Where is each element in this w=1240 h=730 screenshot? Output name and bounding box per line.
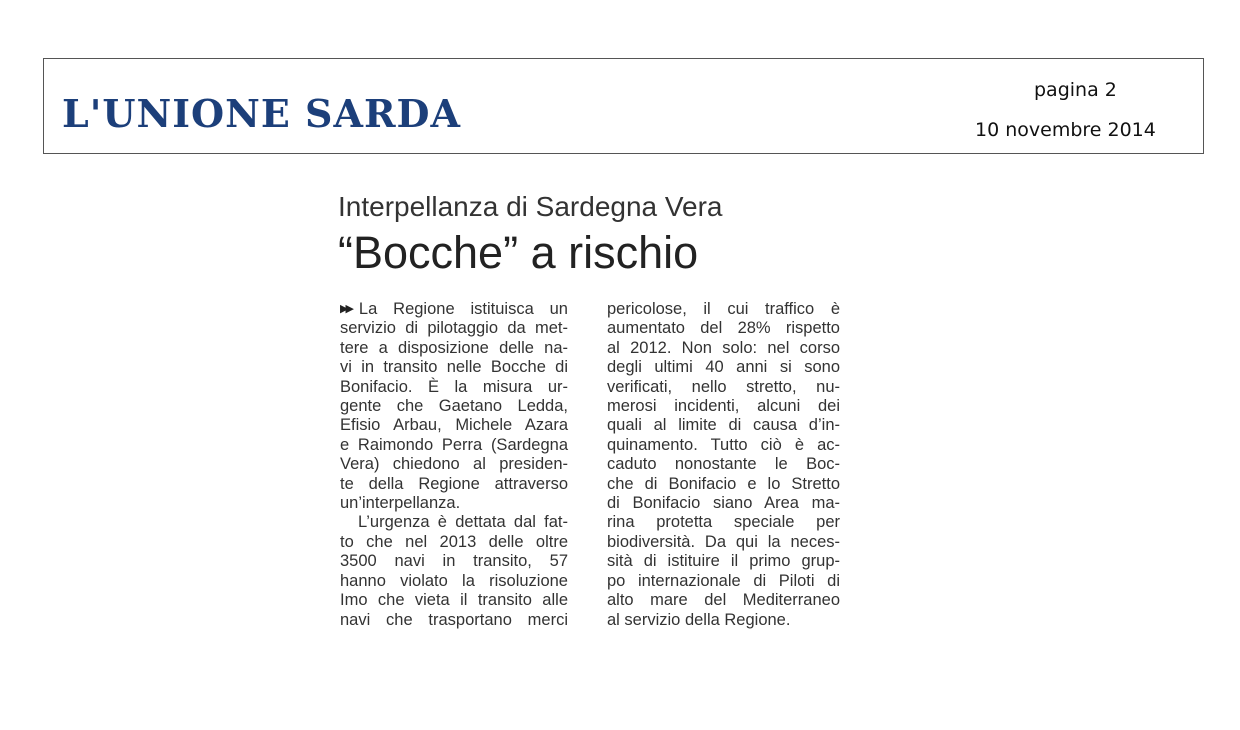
text-line: caduto nonostante le Boc- — [607, 455, 840, 474]
text-line: al servizio della Regione. — [607, 610, 791, 629]
masthead-logo: L'UNIONE SARDA — [62, 91, 461, 136]
text-line: 3500 navi in transito, 57 — [340, 552, 568, 571]
text-line: pericolose, il cui traffico è — [607, 300, 840, 318]
text-line: sità di istituire il primo grup- — [607, 552, 840, 571]
text-line: to che nel 2013 delle oltre — [340, 532, 568, 551]
text-line: aumentato del 28% rispetto — [607, 319, 840, 338]
text-line: di Bonifacio siano Area ma- — [607, 494, 840, 513]
text-line: gente che Gaetano Ledda, — [340, 397, 568, 416]
article-headline: “Bocche” a rischio — [338, 227, 699, 278]
text-line: e Raimondo Perra (Sardegna — [340, 435, 568, 454]
text-line: Vera) chiedono al presiden- — [340, 455, 568, 474]
text-line: al 2012. Non solo: nel corso — [607, 338, 840, 357]
text-line: quali al limite di causa d’in- — [607, 416, 840, 435]
page-number: pagina 2 — [1034, 79, 1117, 101]
text-line: vi in transito nelle Bocche di — [340, 358, 568, 377]
text-line: L’urgenza è dettata dal fat- — [358, 513, 568, 532]
text-line: tere a disposizione delle na- — [340, 338, 568, 357]
text-line: degli ultimi 40 anni si sono — [607, 358, 840, 377]
text-line: verificati, nello stretto, nu- — [607, 377, 840, 396]
text-line: biodiversità. Da qui la neces- — [607, 532, 840, 551]
text-line: servizio di pilotaggio da met- — [340, 319, 568, 338]
text-line: un’interpellanza. — [340, 494, 461, 513]
text-line: ▶▶ La Regione istituisca un — [340, 300, 568, 318]
text-line: Bonifacio. È la misura ur- — [340, 377, 568, 396]
text-line: che di Bonifacio e lo Stretto — [607, 474, 840, 493]
article-column-1 — [340, 300, 568, 630]
publication-date: 10 novembre 2014 — [975, 119, 1156, 141]
text-line: Efisio Arbau, Michele Azara — [340, 416, 568, 435]
text-line: navi che trasportano merci — [340, 610, 568, 629]
article-column-2 — [607, 300, 840, 630]
text-line: te della Regione attraverso — [340, 474, 568, 493]
text-line: po internazionale di Piloti di — [607, 571, 840, 590]
article-kicker: Interpellanza di Sardegna Vera — [338, 191, 723, 222]
fast-forward-icon: ▶▶ — [340, 303, 351, 315]
header-box — [43, 58, 1204, 154]
text-line: Imo che vieta il transito alle — [340, 591, 568, 610]
text-line: alto mare del Mediterraneo — [607, 591, 840, 610]
text-line: rina protetta speciale per — [607, 513, 840, 532]
text-line: hanno violato la risoluzione — [340, 571, 568, 590]
text-line: quinamento. Tutto ciò è ac- — [607, 435, 840, 454]
text-line: merosi incidenti, alcuni dei — [607, 397, 840, 416]
